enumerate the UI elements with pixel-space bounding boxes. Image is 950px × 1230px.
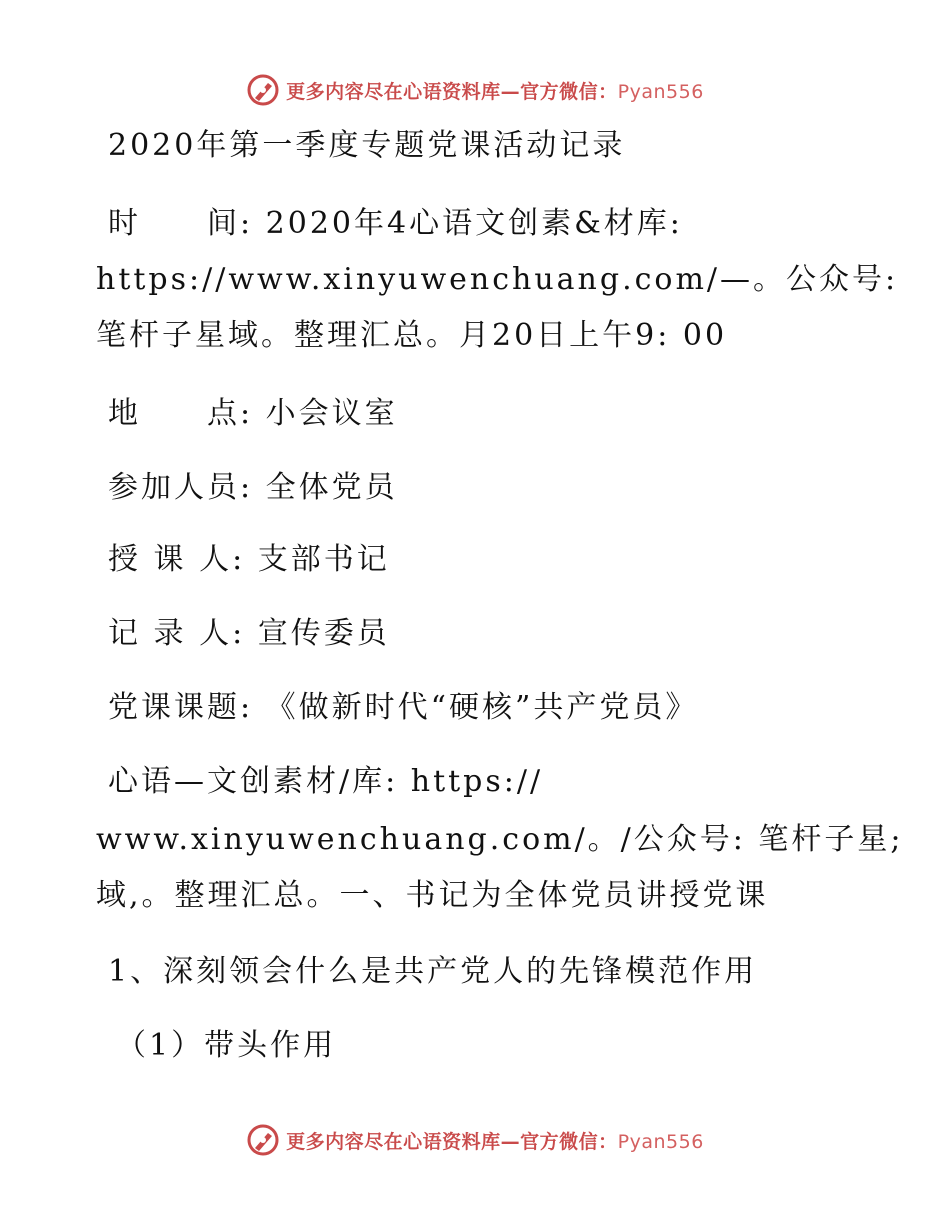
pen-logo-icon [246,1123,280,1157]
pen-logo-icon [246,73,280,107]
time-value: 2020年4心语文创素&材库: [265,206,683,241]
watermark-text: 更多内容尽在心语资料库—官方微信：Pyan556 [286,80,704,103]
point-1-1: （1）带头作用 [116,1028,337,1063]
place-line: 地 点: 小会议室 [108,396,398,431]
ad-line-3: 域,。整理汇总。一、书记为全体党员讲授党课 [96,878,769,913]
watermark-text: 更多内容尽在心语资料库—官方微信：Pyan556 [286,1130,704,1153]
watermark-bottom [0,1120,950,1160]
recorder-line: 记 录 人: 宣传委员 [108,616,390,651]
attendees-line: 参加人员: 全体党员 [108,470,398,505]
date-line: 笔杆子星域。整理汇总。月20日上午9: 00 [96,318,728,353]
point-1: 1、深刻领会什么是共产党人的先锋模范作用 [108,954,758,989]
lecturer-line: 授 课 人: 支部书记 [108,542,390,577]
topic-line: 党课课题: 《做新时代“硬核”共产党员》 [108,690,699,725]
time-line [108,202,683,246]
url-line: https://www.xinyuwenchuang.com/—。公众号: [96,262,899,297]
ad-line-2: www.xinyuwenchuang.com/。/公众号: 笔杆子星; [96,822,904,857]
watermark-top [0,70,950,110]
document-title: 2020年第一季度专题党课活动记录 [108,128,626,163]
ad-line-1: 心语—文创素材/库: https:// [108,764,544,799]
time-label: 时 间: [108,206,254,241]
